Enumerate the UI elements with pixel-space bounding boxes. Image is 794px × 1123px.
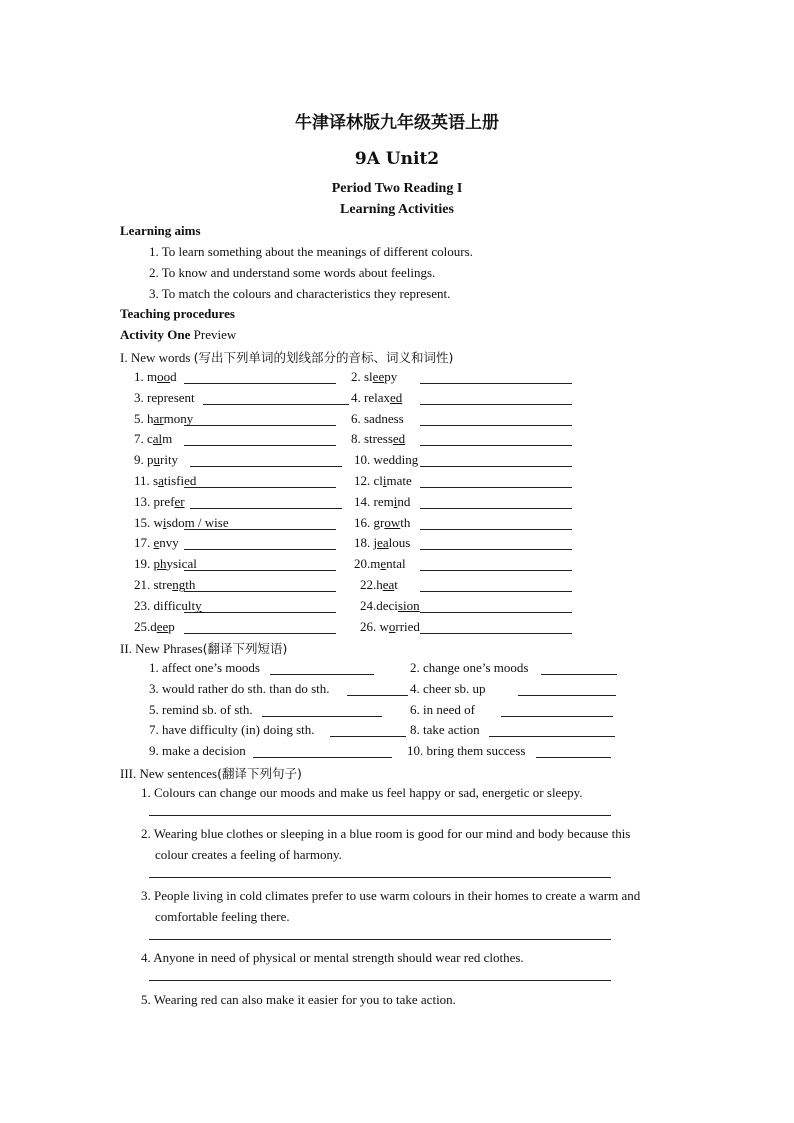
word-underlined-part: ng	[172, 577, 186, 592]
word-label	[351, 411, 404, 426]
answer-blank[interactable]	[420, 383, 572, 384]
answer-blank[interactable]	[184, 487, 336, 488]
word-item	[360, 577, 398, 593]
answer-blank[interactable]	[420, 466, 572, 467]
word-label	[360, 577, 398, 592]
answer-blank[interactable]	[420, 570, 572, 571]
word-underlined-part: ee	[156, 618, 169, 634]
sentence-text: 5. Wearing red can also make it easier for you to take action.	[141, 992, 456, 1007]
answer-blank[interactable]	[184, 445, 336, 446]
answer-blank[interactable]	[203, 404, 349, 405]
phrase-item: 2. change one’s moods	[410, 660, 529, 675]
word-text: p	[168, 618, 175, 634]
answer-blank[interactable]	[541, 674, 617, 675]
word-underlined-part: ee	[372, 369, 385, 384]
word-text: py	[384, 369, 398, 384]
answer-blank[interactable]	[420, 404, 572, 405]
word-text: 6. sadness	[351, 410, 404, 426]
word-underlined-part: i	[162, 514, 167, 530]
answer-blank[interactable]	[420, 529, 572, 530]
word-underlined-part: ar	[153, 410, 164, 426]
word-text: mate	[386, 473, 412, 488]
word-underlined-part: e	[153, 535, 160, 551]
answer-blank[interactable]	[347, 695, 408, 696]
answer-blank[interactable]	[262, 716, 382, 717]
word-item	[351, 390, 402, 406]
word-item	[134, 452, 178, 468]
new-words-heading-cn: (写出下列单词的划线部分的音标、词义和词性)	[193, 350, 454, 365]
word-item	[354, 556, 406, 572]
answer-blank[interactable]	[184, 612, 336, 613]
word-label	[354, 494, 410, 509]
phrases-heading-en: II. New Phrases	[120, 641, 203, 656]
sentences-heading-cn: (翻译下列句子)	[217, 766, 302, 781]
word-label	[351, 431, 405, 446]
word-text: 11. s	[134, 473, 159, 488]
word-underlined-part: y	[195, 597, 202, 613]
word-underlined-part: i	[393, 493, 398, 509]
word-label	[134, 369, 177, 384]
answer-blank[interactable]	[253, 757, 392, 758]
phrase-item: 9. make a decision	[149, 743, 246, 759]
answer-blank[interactable]	[518, 695, 616, 696]
word-label	[351, 390, 402, 405]
word-text: 20.m	[354, 556, 381, 572]
word-text: 4. relax	[351, 389, 390, 405]
word-text: 14. rem	[354, 493, 394, 509]
word-text: 5. h	[134, 410, 154, 426]
word-underlined-part: ph	[153, 556, 167, 572]
answer-blank[interactable]	[420, 425, 572, 426]
answer-blank[interactable]	[184, 591, 336, 592]
word-text: 13. pref	[134, 493, 175, 509]
word-text: tisfied	[163, 473, 197, 488]
word-text: 10. wedding	[354, 452, 419, 468]
word-underlined-part: a	[158, 473, 164, 488]
word-item	[351, 431, 405, 447]
word-underlined-part: ow	[384, 514, 401, 530]
word-underlined-part: i	[382, 473, 387, 488]
phrase-item: 10. bring them success	[407, 743, 526, 759]
translation-blank[interactable]	[149, 877, 611, 878]
new-words-heading	[120, 348, 453, 366]
answer-blank[interactable]	[184, 529, 336, 530]
word-label	[134, 619, 175, 634]
answer-blank[interactable]	[536, 757, 611, 758]
word-item	[360, 598, 420, 614]
word-label	[134, 494, 185, 509]
word-text: rity	[160, 452, 179, 468]
aim-item: 2. To know and understand some words about feelings.	[149, 265, 436, 280]
answer-blank[interactable]	[420, 591, 572, 592]
sentences-heading-en: III. New sentences	[120, 766, 218, 781]
word-label	[354, 515, 410, 530]
answer-blank[interactable]	[420, 508, 572, 509]
word-text: sdom / wise	[166, 514, 229, 530]
word-underlined-part: e	[380, 556, 387, 572]
sentence-text: 3. People living in cold climates prefer to use warm colours in their homes to create a warm and	[141, 888, 641, 903]
new-words-heading-en: I. New words	[120, 350, 191, 365]
answer-blank[interactable]	[330, 736, 406, 737]
word-item	[354, 473, 412, 489]
word-text: 12. cl	[354, 473, 383, 488]
word-text: 8. stress	[351, 431, 393, 447]
word-label	[354, 556, 406, 571]
phrase-item: 8. take action	[410, 722, 480, 738]
word-text: 18. j	[354, 535, 378, 551]
unit-title: 9A Unit2	[354, 149, 440, 169]
word-item	[354, 452, 418, 468]
answer-blank[interactable]	[184, 570, 336, 571]
translation-blank[interactable]	[149, 980, 611, 981]
word-underlined-part: al	[152, 431, 163, 447]
word-label	[134, 390, 195, 405]
activities-title: Learning Activities	[340, 202, 454, 217]
answer-blank[interactable]	[184, 425, 336, 426]
word-item	[134, 431, 172, 447]
word-text: 19.	[134, 556, 154, 572]
word-text: 22.h	[360, 577, 383, 592]
answer-blank[interactable]	[270, 674, 374, 675]
word-underlined-part: oo	[157, 369, 171, 384]
word-underlined-part: u	[153, 452, 160, 468]
answer-blank[interactable]	[501, 716, 613, 717]
phrase-item: 6. in need of	[410, 701, 475, 717]
word-label	[134, 452, 178, 467]
word-item	[351, 369, 397, 385]
word-item	[134, 369, 177, 385]
answer-blank[interactable]	[184, 549, 336, 550]
word-label	[134, 473, 196, 488]
word-underlined-part: ed	[389, 389, 403, 405]
word-item	[354, 515, 410, 531]
word-text: 17.	[134, 535, 154, 551]
word-item	[354, 535, 410, 551]
word-label	[134, 431, 172, 446]
translation-blank[interactable]	[149, 815, 611, 816]
sentence-text: colour creates a feeling of harmony.	[155, 847, 342, 862]
answer-blank[interactable]	[489, 736, 615, 737]
word-text: 15. w	[134, 514, 163, 530]
word-label	[134, 535, 179, 550]
word-text: nd	[397, 493, 411, 509]
phrases-heading	[120, 639, 287, 657]
word-text: mony	[163, 410, 194, 426]
period-title: Period Two Reading I	[331, 181, 463, 196]
word-label	[134, 411, 193, 426]
word-text: 2. sl	[351, 369, 373, 384]
page-title: 牛津译林版九年级英语上册	[295, 113, 499, 133]
word-text: m	[162, 431, 173, 447]
phrase-item: 4. cheer sb. up	[410, 680, 486, 696]
word-item	[134, 619, 175, 635]
word-text: 21. stre	[134, 577, 173, 592]
word-label	[351, 369, 397, 384]
phrase-item: 5. remind sb. of sth.	[149, 701, 253, 717]
answer-blank[interactable]	[184, 633, 336, 634]
sentence-text: 1. Colours can change our moods and make us feel happy or sad, energetic or sleepy.	[141, 785, 583, 800]
word-item	[134, 535, 179, 551]
word-text: lous	[388, 535, 411, 551]
answer-blank[interactable]	[420, 633, 572, 634]
answer-blank[interactable]	[184, 383, 336, 384]
word-label	[134, 577, 195, 592]
aim-item: 1. To learn something about the meanings of different colours.	[149, 244, 473, 259]
word-text: 3. represent	[134, 389, 195, 405]
word-label	[360, 598, 420, 613]
activity-one-sub: Preview	[193, 327, 237, 342]
word-underlined-part: ea	[382, 577, 395, 592]
word-text: 26. w	[360, 618, 389, 634]
word-label	[134, 515, 229, 530]
word-text: rried	[395, 618, 420, 634]
word-item	[354, 494, 410, 510]
word-label	[134, 556, 197, 571]
activity-one-label: Activity One	[120, 327, 191, 342]
activity-one-heading	[120, 327, 236, 343]
word-item	[134, 494, 185, 510]
word-label	[354, 535, 410, 550]
sentence-text: 2. Wearing blue clothes or sleeping in a blue room is good for our mind and body because this	[141, 826, 631, 841]
word-text: d	[170, 369, 177, 384]
phrase-item: 3. would rather do sth. than do sth.	[149, 680, 330, 696]
word-text: 9. p	[134, 452, 154, 468]
answer-blank[interactable]	[190, 466, 342, 467]
word-text: th	[185, 577, 196, 592]
teaching-procedures-heading: Teaching procedures	[120, 306, 235, 321]
answer-blank[interactable]	[420, 487, 572, 488]
word-label	[354, 473, 412, 488]
word-item	[134, 390, 195, 406]
word-text: 7. c	[134, 431, 153, 447]
word-label	[360, 619, 420, 634]
word-underlined-part: ea	[377, 535, 389, 551]
answer-blank[interactable]	[420, 445, 572, 446]
phrases-heading-cn: (翻译下列短语)	[202, 641, 288, 656]
word-text: ntal	[386, 556, 406, 572]
word-item	[360, 619, 420, 635]
word-label	[134, 598, 202, 613]
word-text: 23. difficult	[134, 597, 196, 613]
phrase-item: 1. affect one’s moods	[149, 660, 260, 675]
learning-aims-heading: Learning aims	[120, 223, 201, 238]
sentence-text: 4. Anyone in need of physical or mental strength should wear red clothes.	[141, 950, 524, 965]
phrase-item: 7. have difficulty (in) doing sth.	[149, 722, 315, 738]
answer-blank[interactable]	[420, 549, 572, 550]
word-text: nvy	[159, 535, 179, 551]
word-underlined-part: ed	[392, 431, 406, 447]
translation-blank[interactable]	[149, 939, 611, 940]
sentence-text: comfortable feeling there.	[155, 909, 290, 924]
answer-blank[interactable]	[420, 612, 572, 613]
aim-item: 3. To match the colours and characteristics they represent.	[149, 286, 451, 301]
word-underlined-part: o	[388, 618, 396, 634]
word-underlined-part: sion	[397, 597, 420, 613]
word-text: 1. m	[134, 369, 158, 384]
word-text: 16. gr	[354, 514, 385, 530]
word-text: t	[394, 577, 398, 592]
word-underlined-part: er	[174, 493, 185, 509]
word-text: th	[400, 514, 411, 530]
word-text: 25.d	[134, 618, 157, 634]
word-text: 24.deci	[360, 597, 398, 613]
word-item	[351, 411, 404, 427]
word-text: ysical	[166, 556, 197, 572]
sentences-heading	[120, 764, 302, 782]
word-label	[354, 452, 418, 467]
answer-blank[interactable]	[190, 508, 342, 509]
